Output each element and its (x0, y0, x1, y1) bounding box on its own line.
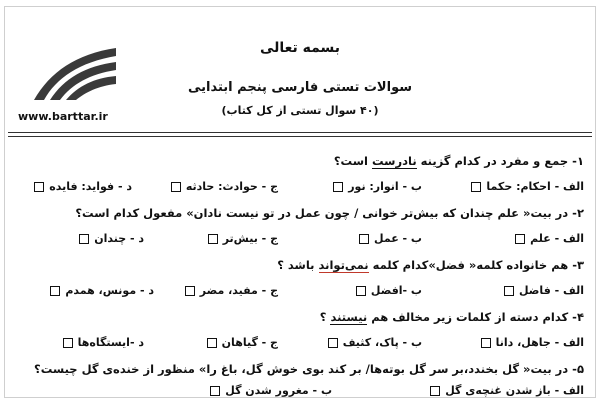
checkbox-icon[interactable] (333, 182, 343, 192)
checkbox-icon[interactable] (210, 386, 220, 396)
checkbox-icon[interactable] (430, 386, 440, 396)
checkbox-icon[interactable] (63, 338, 73, 348)
checkbox-icon[interactable] (34, 182, 44, 192)
question-2-option-a[interactable]: الف - علم (515, 232, 584, 245)
question-3-option-b[interactable]: ب -افضل (356, 284, 422, 297)
checkbox-icon[interactable] (504, 286, 514, 296)
question-2: ۲- در بیت« علم چندان که بیش‌تر خوانی / چون عمل در تو نیست نادان» مفعول کدام است؟ (75, 206, 584, 220)
question-5-option-b[interactable]: ب - مغرور شدن گل (210, 384, 332, 397)
question-4-option-d[interactable]: د -ایستگاه‌ها (63, 336, 144, 349)
question-4-option-c[interactable]: ج - گیاهان (207, 336, 278, 349)
document-title: سوالات تستی فارسی پنجم ابتدایی (187, 80, 412, 95)
question-2-option-d[interactable]: د - چندان (79, 232, 144, 245)
checkbox-icon[interactable] (207, 338, 217, 348)
question-1: ۱- جمع و مفرد در کدام گزینه نادرست است؟ (333, 154, 584, 168)
question-3: ۳- هم خانواده کلمه« فضل»کدام کلمه نمی‌تواند باشد ؟ (277, 258, 584, 272)
question-1-underlined-word: نادرست (372, 154, 417, 168)
question-3-underlined-word: نمی‌تواند (318, 258, 369, 272)
question-1-option-d[interactable]: د - فواید: فایده (34, 180, 132, 193)
question-3-option-a[interactable]: الف - فاضل (504, 284, 584, 297)
checkbox-icon[interactable] (356, 286, 366, 296)
question-3-option-d[interactable]: د - مونس، همدم (50, 284, 154, 297)
checkbox-icon[interactable] (481, 338, 491, 348)
question-4-option-b[interactable]: ب - پاک، کثیف (328, 336, 422, 349)
checkbox-icon[interactable] (515, 234, 525, 244)
question-1-option-a[interactable]: الف - احکام: حکما (471, 180, 584, 193)
document-subtitle: (۴۰ سوال تستی از کل کتاب) (221, 104, 379, 117)
question-1-option-c[interactable]: ج - حوادث: حادثه (171, 180, 278, 193)
site-url: www.barttar.ir (18, 110, 108, 123)
question-4-option-a[interactable]: الف - جاهل، دانا (481, 336, 584, 349)
checkbox-icon[interactable] (79, 234, 89, 244)
checkbox-icon[interactable] (328, 338, 338, 348)
question-2-option-c[interactable]: ج - بیش‌تر (208, 232, 278, 245)
question-1-option-b[interactable]: ب - انوار: نور (333, 180, 422, 193)
checkbox-icon[interactable] (208, 234, 218, 244)
checkbox-icon[interactable] (171, 182, 181, 192)
checkbox-icon[interactable] (185, 286, 195, 296)
question-4-underlined-word: نیستند (330, 310, 368, 324)
header-divider-top (8, 132, 592, 133)
basmala: بسمه تعالی (259, 40, 341, 56)
question-5: ۵- در بیت« گل بخندد،بر سر گل بوته‌ها/ بر کند بوی خوش گل، باغ را» منظور از خنده‌ی گل چیست؟ (34, 362, 584, 376)
question-3-option-c[interactable]: ج - مفید، مضر (185, 284, 278, 297)
checkbox-icon[interactable] (50, 286, 60, 296)
question-2-option-b[interactable]: ب - عمل (359, 232, 422, 245)
question-4: ۴- کدام دسته از کلمات زیر مخالف هم نیستند ؟ (319, 310, 584, 324)
barttar-logo-icon (28, 42, 120, 106)
checkbox-icon[interactable] (471, 182, 481, 192)
header-divider-bottom (8, 136, 592, 137)
checkbox-icon[interactable] (359, 234, 369, 244)
question-5-option-a[interactable]: الف - باز شدن غنچه‌ی گل (430, 384, 584, 397)
